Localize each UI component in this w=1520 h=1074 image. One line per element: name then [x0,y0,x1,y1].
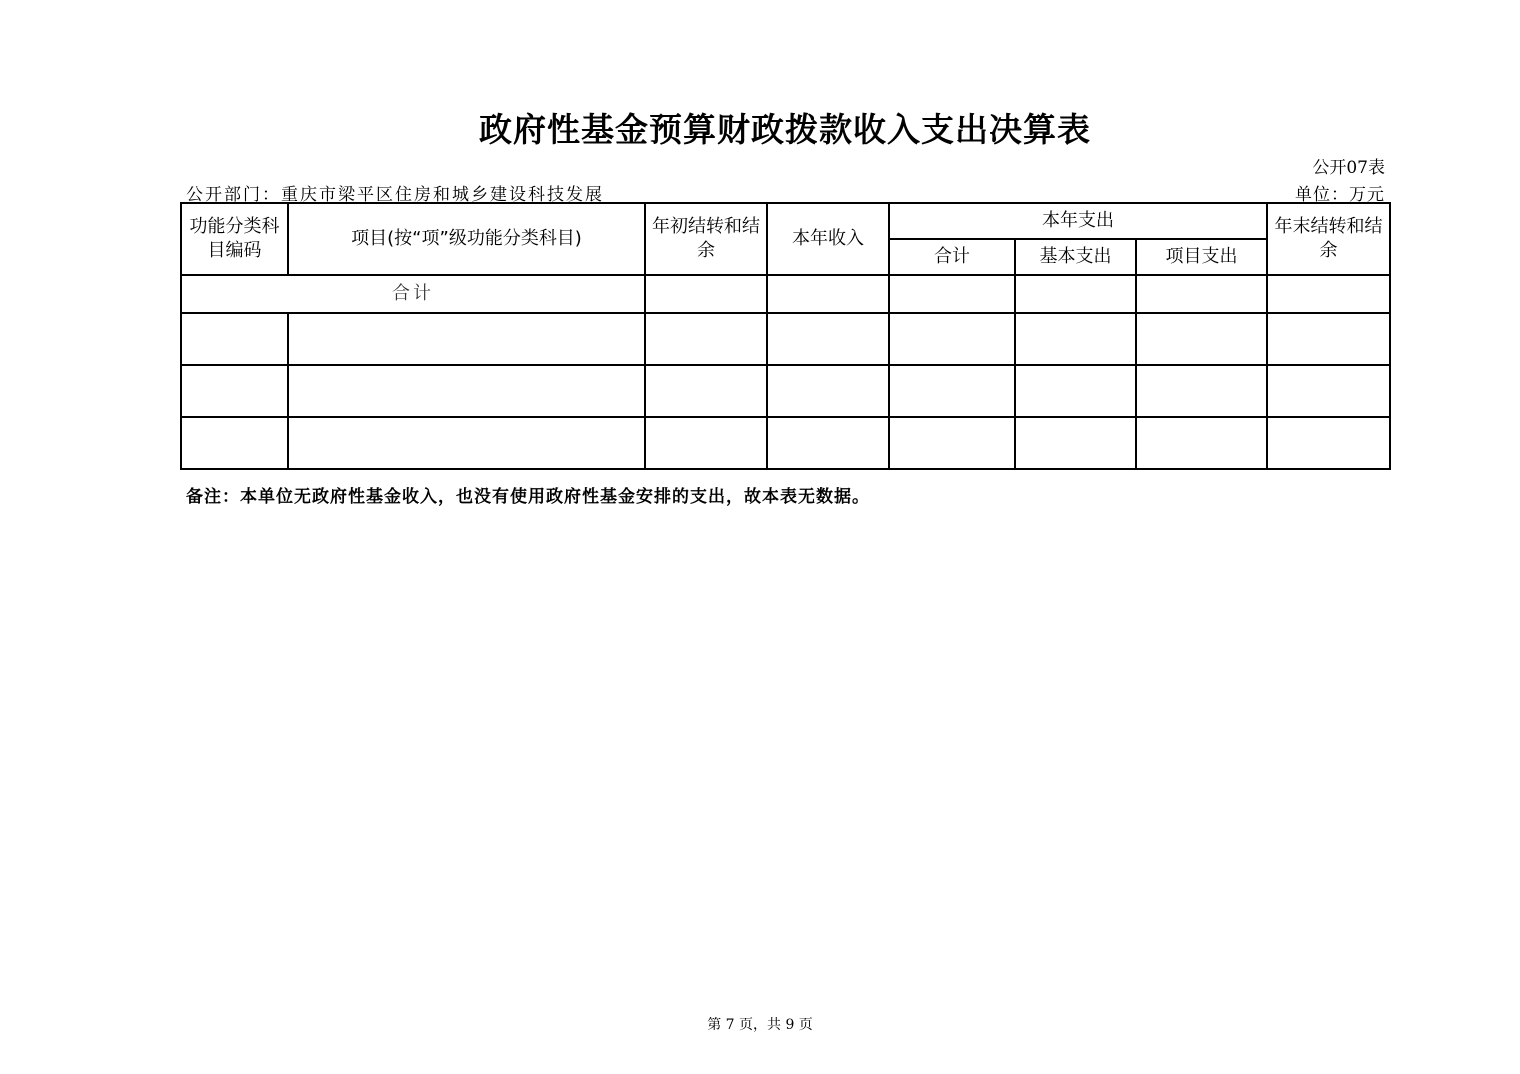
header-row-1 [181,203,1390,239]
cell-expense-basic [1015,417,1136,469]
cell-income [767,313,889,365]
cell-end-balance [1267,417,1390,469]
header-code: 功能分类科目编码 [181,203,288,275]
cell-code [181,365,288,417]
cell-expense-project [1136,417,1267,469]
cell-income [767,417,889,469]
cell-expense-project [1136,365,1267,417]
table-row [181,417,1390,469]
table-note: 备注：本单位无政府性基金收入，也没有使用政府性基金安排的支出，故本表无数据。 [186,487,870,507]
cell-income [767,365,889,417]
header-expense-basic: 基本支出 [1015,239,1136,275]
table-row [181,313,1390,365]
cell-begin-balance [645,365,767,417]
total-income [767,275,889,313]
cell-item [288,417,645,469]
page-footer: 第 7 页，共 9 页 [707,1017,813,1033]
total-expense-total [889,275,1015,313]
total-begin-balance [645,275,767,313]
total-end-balance [1267,275,1390,313]
cell-expense-total [889,365,1015,417]
form-number: 公开07表 [1312,158,1385,178]
total-expense-basic [1015,275,1136,313]
header-begin-balance: 年初结转和结余 [645,203,767,275]
cell-code [181,313,288,365]
unit-label: 单位：万元 [1295,185,1385,205]
cell-begin-balance [645,417,767,469]
cell-expense-basic [1015,365,1136,417]
header-end-balance: 年末结转和结余 [1267,203,1390,275]
cell-end-balance [1267,313,1390,365]
department-label: 公开部门：重庆市梁平区住房和城乡建设科技发展 [186,185,604,205]
cell-begin-balance [645,313,767,365]
header-income: 本年收入 [767,203,889,275]
cell-end-balance [1267,365,1390,417]
cell-item [288,365,645,417]
header-expense-project: 项目支出 [1136,239,1267,275]
cell-code [181,417,288,469]
header-expense-group: 本年支出 [889,203,1267,239]
cell-expense-project [1136,313,1267,365]
total-row [181,275,1390,313]
cell-expense-total [889,417,1015,469]
page-title: 政府性基金预算财政拨款收入支出决算表 [479,110,1091,149]
header-item: 项目(按“项”级功能分类科目) [288,203,645,275]
total-expense-project [1136,275,1267,313]
cell-expense-basic [1015,313,1136,365]
cell-expense-total [889,313,1015,365]
total-label: 合计 [181,275,645,313]
header-expense-total: 合计 [889,239,1015,275]
budget-table [180,202,1391,470]
table-row [181,365,1390,417]
cell-item [288,313,645,365]
